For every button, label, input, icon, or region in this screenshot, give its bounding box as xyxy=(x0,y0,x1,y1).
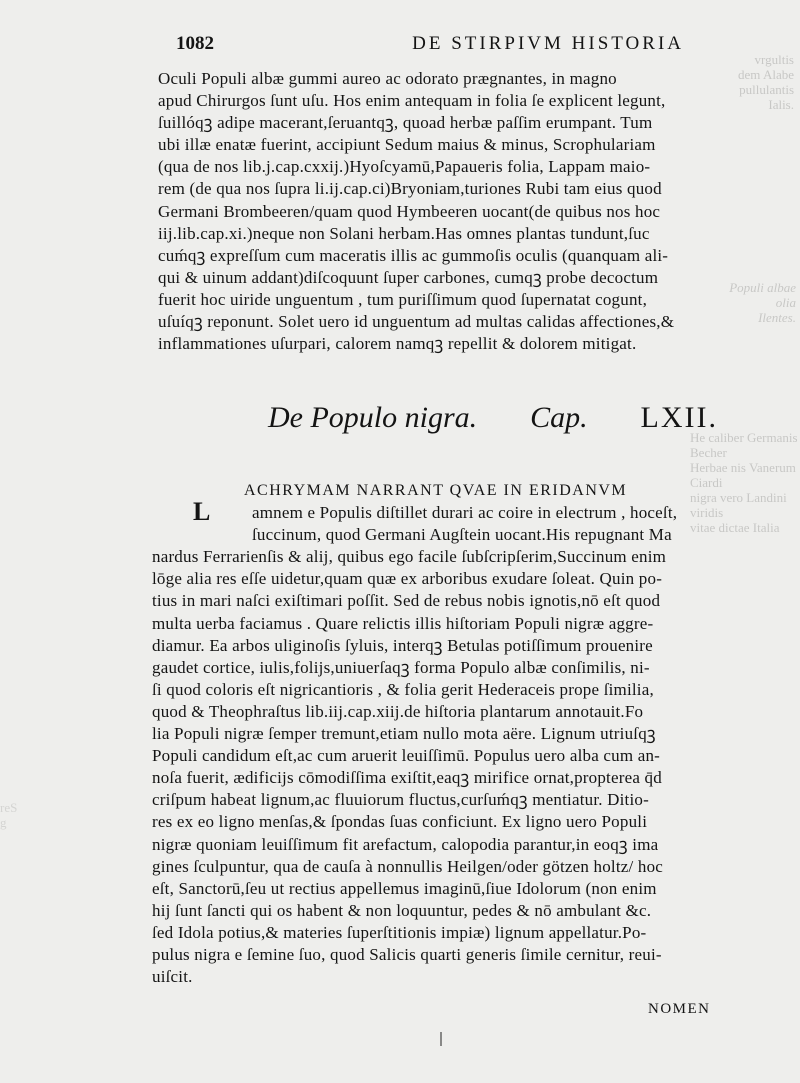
chapter-cap-label: Cap. xyxy=(530,401,588,434)
paragraph-populus-alba-ointment xyxy=(158,68,758,355)
text-line: multa uerba faciamus . Quare relictis illis hiſtoriam Populi nigræ aggre- xyxy=(152,613,654,633)
chapter-number: LXII. xyxy=(640,401,718,434)
running-title: DE STIRPIVM HISTORIA xyxy=(412,33,684,54)
text-line: diamur. Ea arbos uliginoſis ſyluis, interqꝫ Betulas potiſſimum prouenire xyxy=(152,635,653,655)
bleed-line: Ilentes. xyxy=(758,310,796,325)
text-line: criſpum habeat lignum,ac fluuiorum fluctus,curſuḿqꝫ mentiatur. Ditio- xyxy=(152,790,649,810)
text-line: ſi quod coloris eſt nigricantioris , & folia gerit Hederaceis prope ſimilia, xyxy=(152,679,654,699)
text-line: ſuccinum, quod Germani Augſtein uocant.His repugnant Ma xyxy=(252,525,672,545)
text-line: eſt, Sanctorū,ſeu ut rectius appellemus imaginū,ſiue Idolorum (non enim xyxy=(152,878,657,898)
text-line: lōge alia res eſſe uidetur,quam quæ ex arboribus exudare ſoleat. Quin po- xyxy=(152,569,663,589)
bleed-line: dem Alabe xyxy=(738,67,794,82)
bleed-line: pullulantis xyxy=(739,82,794,97)
paragraph-populus-nigra xyxy=(152,480,762,988)
catchword: NOMEN xyxy=(648,1001,711,1017)
text-line: fuerit hoc uiride unguentum , tum puriſſimum quod ſupernatat cogunt, xyxy=(158,289,648,309)
text-line: gaudet cortice, iulis,folijs,uniuerſaqꝫ forma Populo albæ conſimilis, ni- xyxy=(152,657,650,677)
text-line: pulus nigra e ſemine ſuo, quod Salicis quarti generis ſimile cernitur, reui- xyxy=(152,944,662,964)
text-line: nigræ quoniam leuiſſimum fit arefactum, calopodia parantur,in eoqꝫ ima xyxy=(152,834,659,854)
text-line: qui & uinum addant)diſcoquunt ſuper carbones, cumqꝫ probe decoctum xyxy=(158,267,659,287)
bleed-line: Populi albae olia xyxy=(729,280,796,310)
text-line: rem (de qua nos ſupra li.ij.cap.ci)Bryoniam,turiones Rubi tam eius quod xyxy=(158,179,662,199)
text-line: nardus Ferrarienſis & alij, quibus ego facile ſubſcripſerim,Succinum enim xyxy=(152,547,667,567)
text-line: noſa fuerit, ædificijs cōmodiſſima exiſtit,eaqꝫ mirifice ornat,propterea q̄d xyxy=(152,768,662,788)
text-line: (qua de nos lib.j.cap.cxxij.)Hyoſcyamū,Papaueris folia, Lappam maio- xyxy=(158,157,651,177)
bleed-line: vitae dictae Italia xyxy=(690,520,780,535)
text-line: uſuíqꝫ reponunt. Solet uero id unguentum ad multas calidas affectiones,& xyxy=(158,312,675,332)
text-line: inflammationes uſurpari, calorem namqꝫ repellit & dolorem mitigat. xyxy=(158,334,637,354)
page-number: 1082 xyxy=(176,33,214,54)
text-line: iij.lib.cap.xi.)neque non Solani herbam.Has omnes plantas tundunt,ſuc xyxy=(158,223,650,243)
bleed-line: He caliber Germanis Becher xyxy=(690,430,798,460)
text-line: ſuillóqꝫ adipe macerant,ſeruantqꝫ, quoad herbæ paſſim erumpant. Tum xyxy=(158,113,653,133)
text-line: res ex eo ligno menſas,& ſpondas ſuas conficiunt. Ex ligno uero Populi xyxy=(152,812,648,832)
text-line: ubi illæ enatæ fuerint, accipiunt Sedum maius & minus, Scrophulariam xyxy=(158,135,656,155)
text-line: apud Chirurgos ſunt uſu. Hos enim antequam in folia ſe explicent legunt, xyxy=(158,91,666,111)
bleed-line: vrgultis xyxy=(754,52,794,67)
bleed-through-left xyxy=(0,800,30,830)
bleed-line: nigra vero Landini viridis xyxy=(690,490,787,520)
bleed-line: g xyxy=(0,815,7,830)
text-line: Oculi Populi albæ gummi aureo ac odorato prægnantes, in magno xyxy=(158,69,617,88)
text-line: lia Populi nigræ ſemper tremunt,etiam nullo mota aëre. Lignum utriuſqꝫ xyxy=(152,724,656,744)
bleed-line: reS xyxy=(0,800,18,815)
text-line: Populi candidum eſt,ac cum aruerit leuiſſimū. Populus uero alba cum an- xyxy=(152,746,661,766)
running-header xyxy=(176,33,684,55)
text-line: hij ſunt ſancti qui os habent & non loquuntur, pedes & nō ambulant &c. xyxy=(152,900,652,920)
text-line: ſed Idola potius,& materies ſuperſtitionis impiæ) lignum appellatur.Po- xyxy=(152,922,647,942)
text-line: quod & Theophraſtus lib.iij.cap.xiij.de hiſtoria plantarum annotauit.Fo xyxy=(152,701,644,721)
bleed-line: Ialis. xyxy=(768,97,794,112)
drop-initial: L xyxy=(193,497,211,526)
text-line: cuḿqꝫ expreſſum cum maceratis illis ac gummoſis oculis (quanquam ali- xyxy=(158,245,669,265)
text-line: tius in mari naſci exiſtimari poſſit. Sed de rebus nobis ignotis,nō eſt quod xyxy=(152,591,661,611)
text-line: Germani Brombeeren/quam quod Hymbeeren uocant(de quibus nos hoc xyxy=(158,201,661,221)
ink-mark xyxy=(440,1032,442,1046)
text-line: amnem e Populis diſtillet durari ac coire in electrum , hoceſt, xyxy=(252,503,678,523)
chapter-title: De Populo nigra. xyxy=(268,401,478,434)
text-line: uiſcit. xyxy=(152,967,193,987)
opening-line: ACHRYMAM NARRANT QVAE IN ERIDANVM xyxy=(244,482,628,499)
text-line: gines ſculpuntur, qua de cauſa à nonnullis Heilgen/oder götzen holtz/ hoc xyxy=(152,856,664,876)
bleed-line: Herbae nis Vanerum Ciardi xyxy=(690,460,796,490)
chapter-heading xyxy=(268,401,718,435)
